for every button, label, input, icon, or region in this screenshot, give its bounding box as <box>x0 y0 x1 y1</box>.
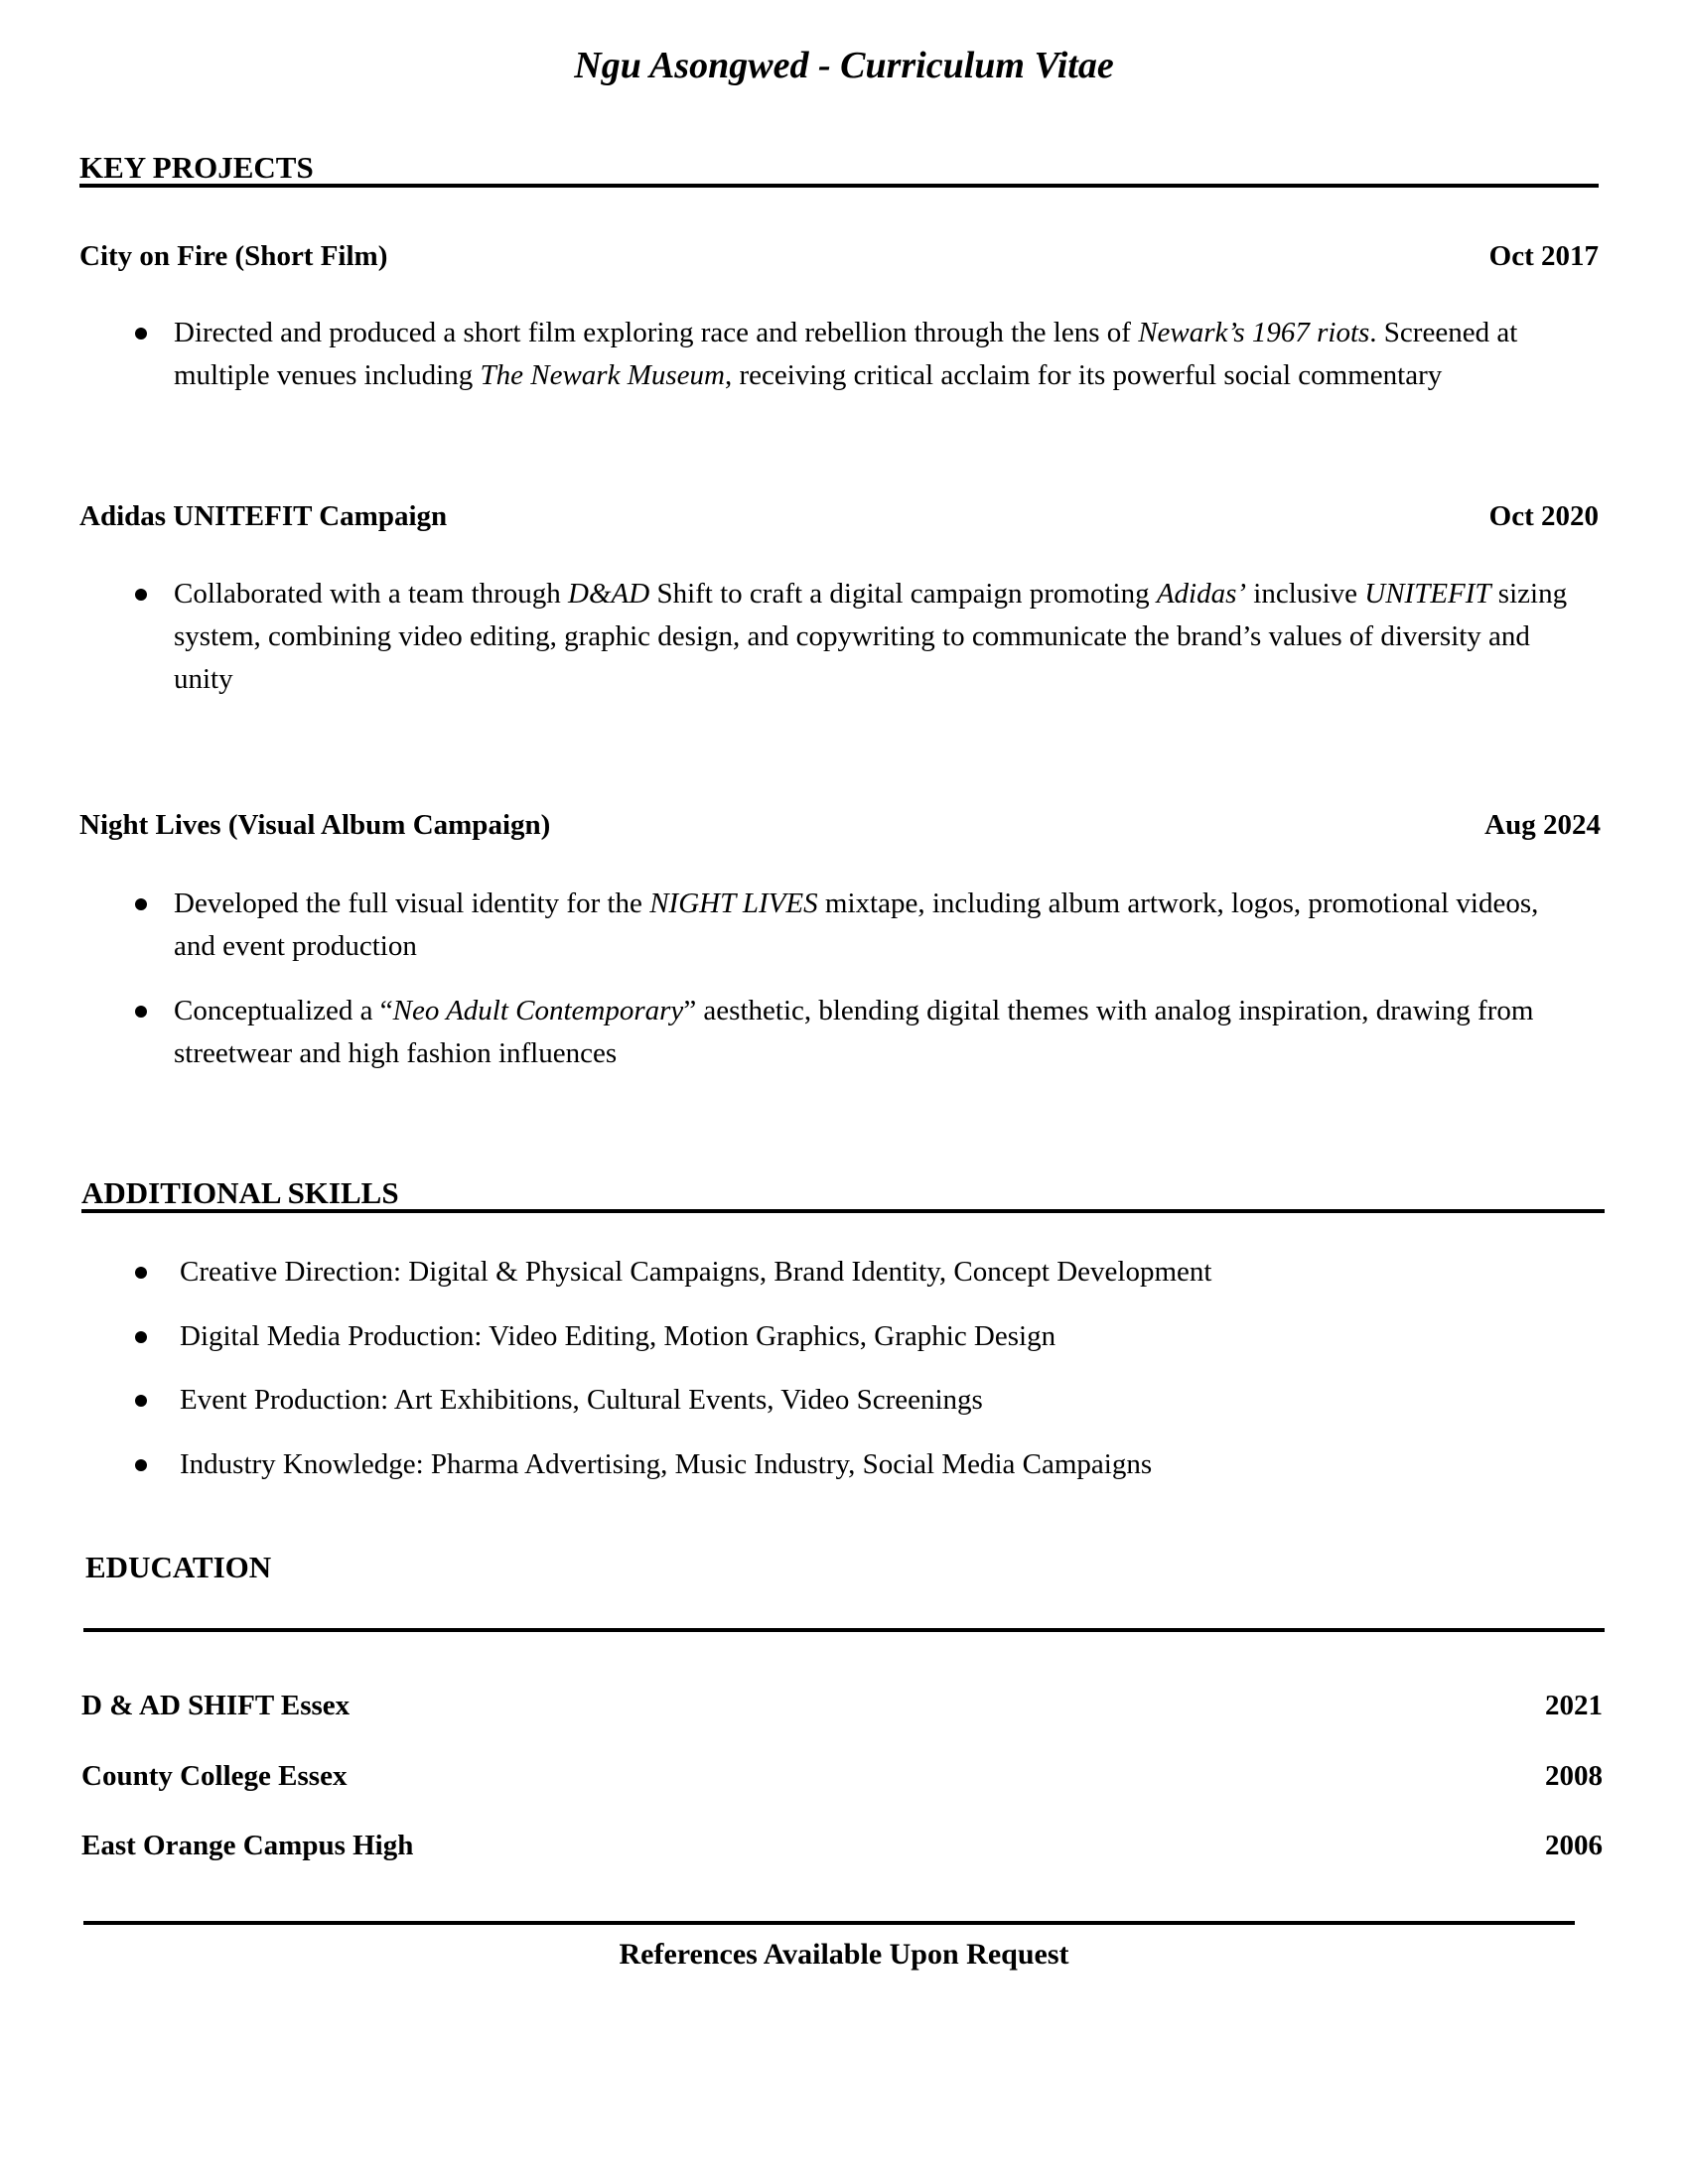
footer-rule <box>83 1921 1575 1925</box>
education-year: 2008 <box>1545 1760 1603 1792</box>
bullet-text: Conceptualized a “Neo Adult Contemporary” aesthetic, blending digital themes with analog inspiration, drawing from streetwear and high fashion influences <box>174 995 1534 1069</box>
bullet-text: Developed the full visual identity for the NIGHT LIVES mixtape, including album artwork, logos, promotional videos, and event production <box>174 887 1539 962</box>
bullet-dot <box>135 328 147 340</box>
page-title: Ngu Asongwed - Curriculum Vitae <box>574 45 1114 86</box>
bullet-dot <box>135 1395 147 1407</box>
bullet-text: Directed and produced a short film exploring race and rebellion through the lens of Newark’s 1967 riots. Screened at multiple venues including The Newark Museum, receiving critical acclaim for its powerful social commentary <box>174 317 1518 391</box>
bullet-dot <box>135 1331 147 1343</box>
project-title: Adidas UNITEFIT Campaign <box>79 500 448 532</box>
education-school: D & AD SHIFT Essex <box>81 1690 351 1721</box>
project-date: Oct 2017 <box>1488 240 1599 272</box>
bullet-text: Collaborated with a team through D&AD Shift to craft a digital campaign promoting Adidas’ inclusive UNITEFIT sizing system, combining video editing, graphic design, and copywriting to communicate the brand’s values of diversity and unity <box>174 578 1568 695</box>
skill-text: Event Production: Art Exhibitions, Cultural Events, Video Screenings <box>180 1384 983 1416</box>
section-heading-key-projects: KEY PROJECTS <box>79 150 314 185</box>
bullet-dot <box>135 1267 147 1279</box>
skill-text: Creative Direction: Digital & Physical Campaigns, Brand Identity, Concept Development <box>180 1256 1212 1288</box>
project-title: City on Fire (Short Film) <box>79 240 388 272</box>
education-year: 2021 <box>1545 1690 1603 1721</box>
education-year: 2006 <box>1545 1830 1603 1861</box>
bullet-dot <box>135 1006 147 1018</box>
bullet-dot <box>135 589 147 601</box>
project-date: Oct 2020 <box>1488 500 1599 532</box>
skill-text: Digital Media Production: Video Editing, Motion Graphics, Graphic Design <box>180 1320 1056 1352</box>
project-date: Aug 2024 <box>1484 809 1601 841</box>
bullet-dot <box>135 1459 147 1471</box>
bullet-dot <box>135 898 147 910</box>
education-school: County College Essex <box>81 1760 348 1792</box>
section-rule <box>83 1628 1605 1632</box>
project-title: Night Lives (Visual Album Campaign) <box>79 809 551 841</box>
section-rule <box>79 184 1599 188</box>
skill-text: Industry Knowledge: Pharma Advertising, Music Industry, Social Media Campaigns <box>180 1448 1153 1480</box>
section-rule <box>81 1209 1605 1213</box>
section-heading-education: EDUCATION <box>85 1550 272 1584</box>
references-note: References Available Upon Request <box>619 1938 1069 1971</box>
education-school: East Orange Campus High <box>81 1830 414 1861</box>
section-heading-additional-skills: ADDITIONAL SKILLS <box>81 1175 399 1210</box>
